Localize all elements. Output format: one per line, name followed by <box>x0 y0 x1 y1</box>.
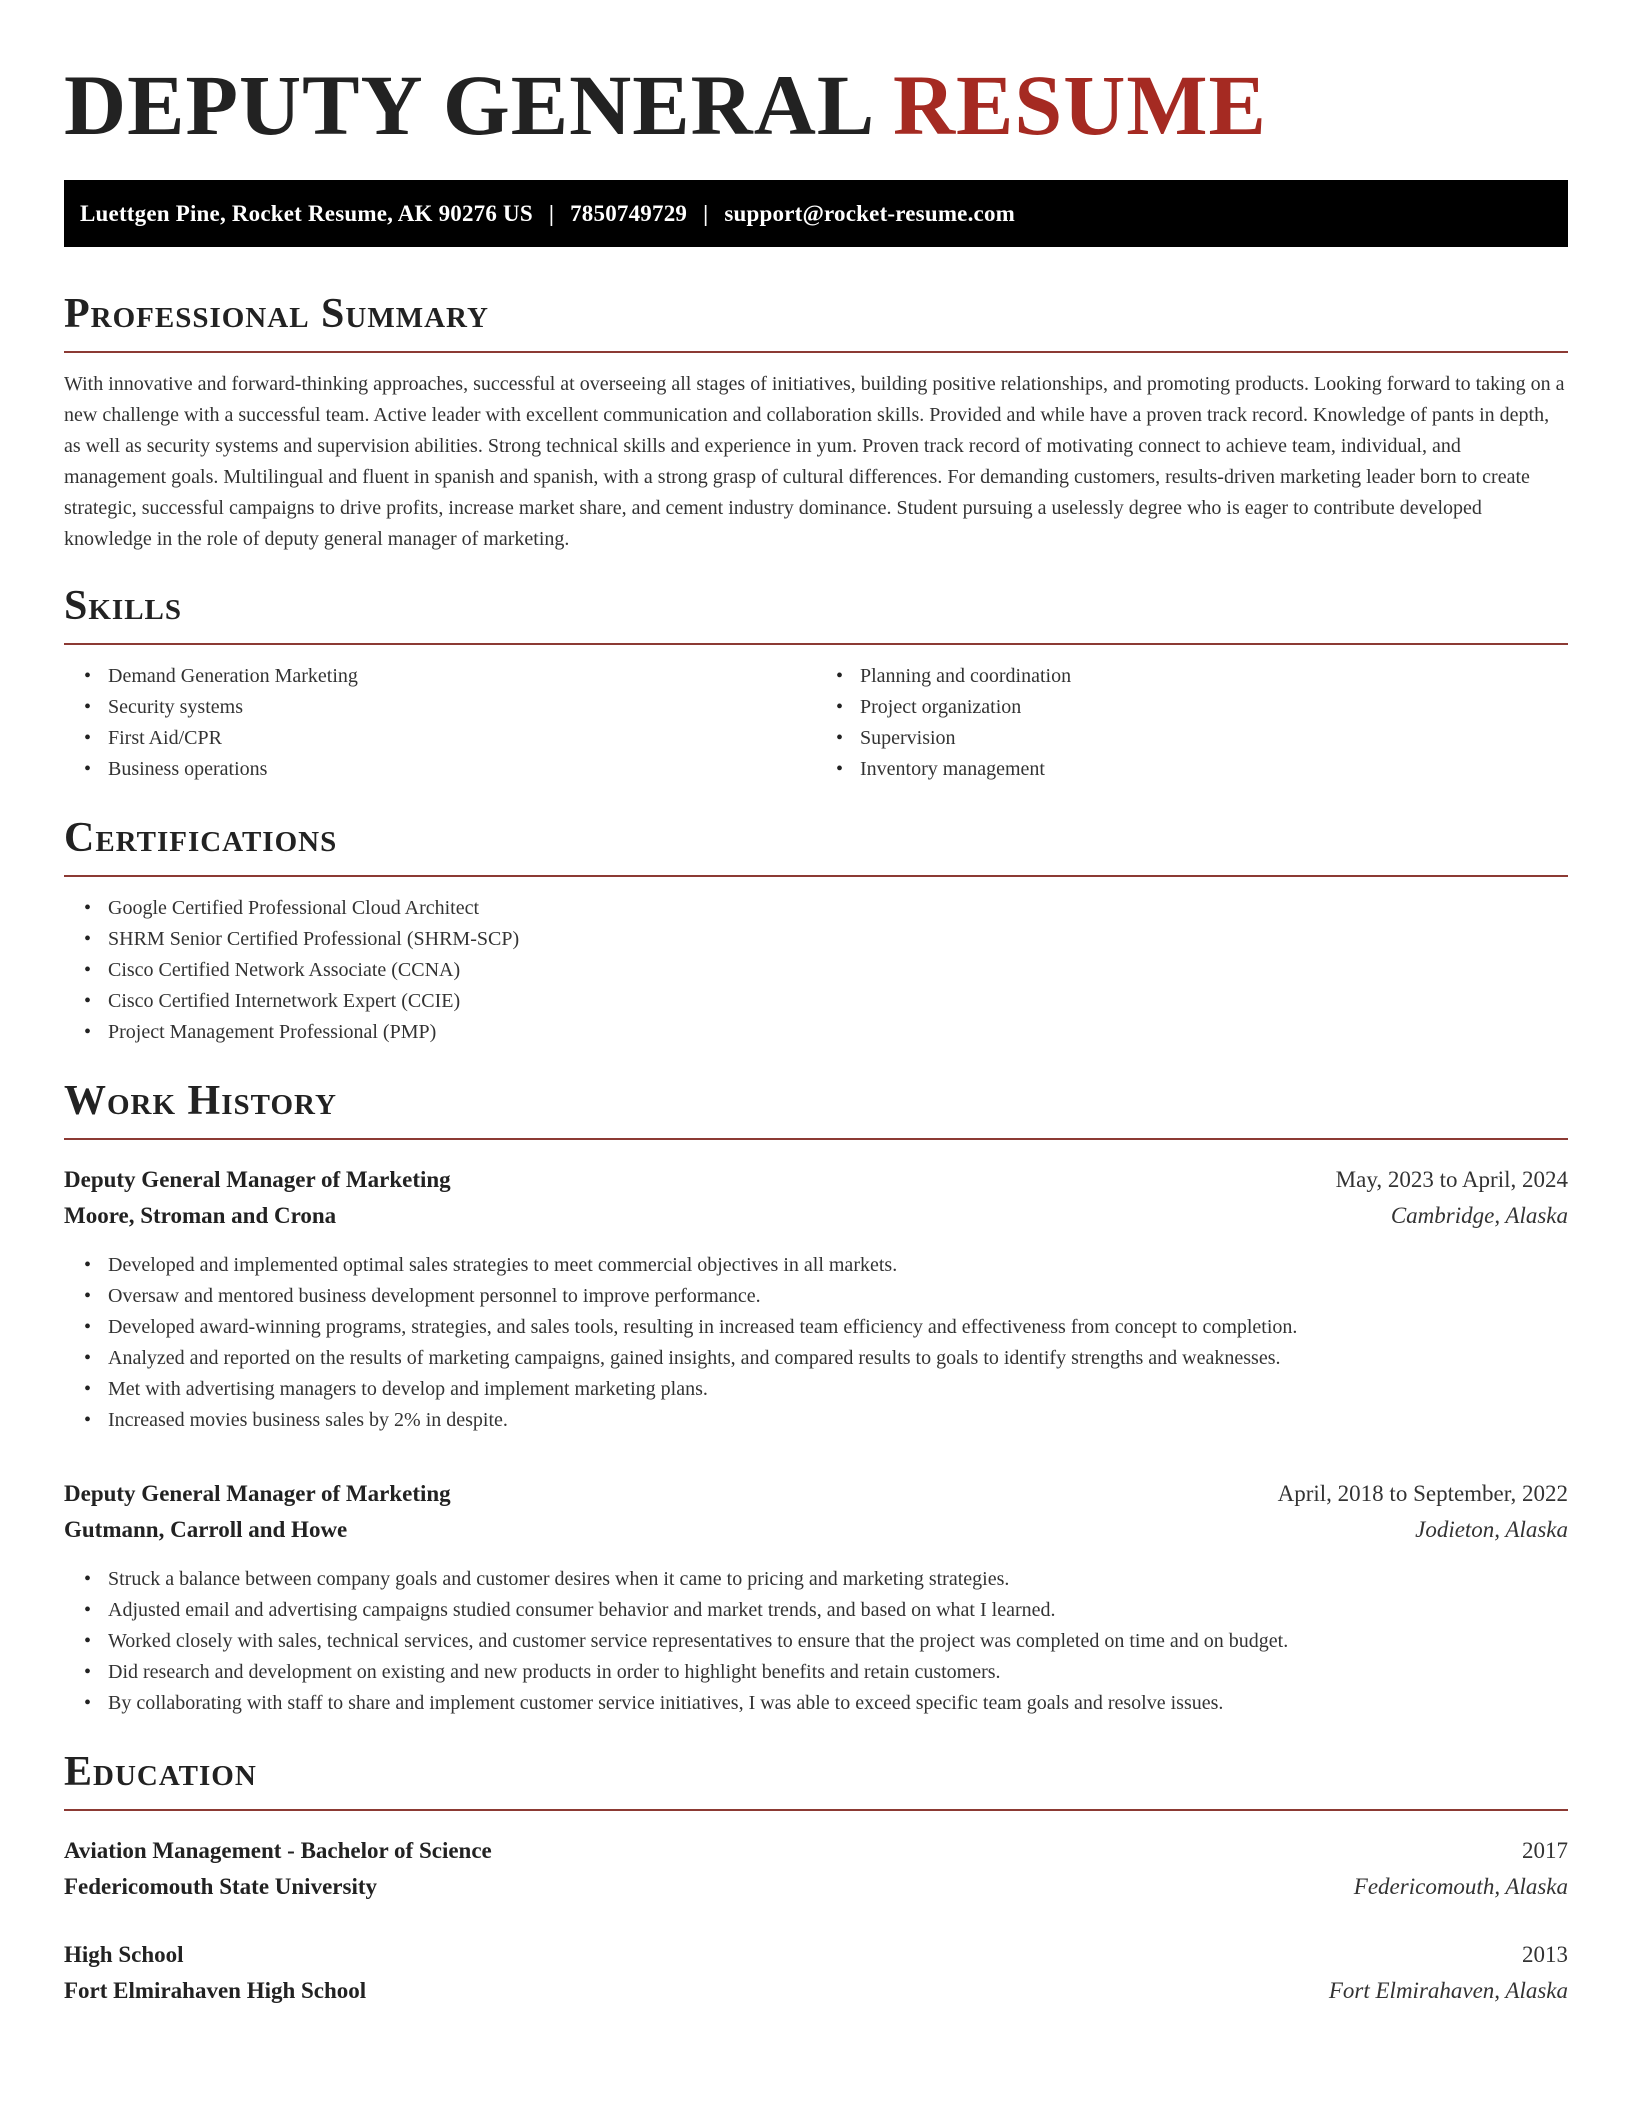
skills-section <box>64 585 1568 785</box>
certification-item: • Project Management Professional (PMP) <box>108 1017 1568 1048</box>
certification-item: • SHRM Senior Certified Professional (SHRM-SCP) <box>108 924 1568 955</box>
job-company: Moore, Stroman and Crona <box>64 1203 337 1228</box>
job-location: Jodieton, Alaska <box>1415 1517 1568 1542</box>
job-bullet: • Developed award-winning programs, strategies, and sales tools, resulting in increased team efficiency and effectiveness from concept to completion. <box>108 1312 1568 1343</box>
education-degree: Aviation Management - Bachelor of Science <box>64 1838 492 1863</box>
certifications-section <box>64 817 1568 1048</box>
section-divider <box>64 351 1568 353</box>
job-bullet: • Analyzed and reported on the results of marketing campaigns, gained insights, and compared results to goals to identify strengths and weaknesses. <box>108 1343 1568 1374</box>
education-school-row <box>64 1869 1568 1905</box>
skills-grid <box>64 661 1568 785</box>
skill-item: • Supervision <box>860 723 1568 754</box>
education-degree-row <box>64 1833 1568 1869</box>
title-accent: RESUME <box>892 57 1267 153</box>
summary-heading: Professional Summary <box>64 291 489 337</box>
certification-item: • Cisco Certified Network Associate (CCNA) <box>108 955 1568 986</box>
job-dates: April, 2018 to September, 2022 <box>1277 1481 1568 1506</box>
job-bullet: • Did research and development on existing and new products in order to highlight benefits and retain customers. <box>108 1657 1568 1688</box>
contact-email: support@rocket-resume.com <box>724 200 1016 226</box>
certifications-list <box>64 893 1568 1048</box>
section-divider <box>64 1809 1568 1811</box>
contact-address: Luettgen Pine, Rocket Resume, AK 90276 US <box>80 200 533 226</box>
job-bullets <box>64 1564 1568 1719</box>
education-school: Federicomouth State University <box>64 1874 377 1899</box>
skill-item: • First Aid/CPR <box>108 723 816 754</box>
job-dates: May, 2023 to April, 2024 <box>1335 1167 1568 1192</box>
job-bullet: • Struck a balance between company goals and customer desires when it came to pricing and marketing strategies. <box>108 1564 1568 1595</box>
skill-item: • Project organization <box>860 692 1568 723</box>
skills-list-left <box>64 661 816 785</box>
certification-item: • Google Certified Professional Cloud Architect <box>108 893 1568 924</box>
job-title-row <box>64 1476 1568 1512</box>
education-school-row <box>64 1973 1568 2009</box>
education-entry <box>64 1833 1568 1905</box>
contact-separator: | <box>548 200 555 226</box>
skills-list-right <box>816 661 1568 785</box>
education-location: Federicomouth, Alaska <box>1353 1874 1568 1899</box>
work-history-heading: Work History <box>64 1078 337 1124</box>
certifications-heading: Certifications <box>64 815 338 861</box>
section-divider <box>64 875 1568 877</box>
resume-title <box>64 57 1568 153</box>
job-bullet: • Adjusted email and advertising campaigns studied consumer behavior and market trends, and based on what I learned. <box>108 1595 1568 1626</box>
title-main: DEPUTY GENERAL <box>64 57 871 153</box>
education-location: Fort Elmirahaven, Alaska <box>1328 1978 1568 2003</box>
job-title-row <box>64 1162 1568 1198</box>
job-entry <box>64 1162 1568 1436</box>
contact-separator: | <box>703 200 709 226</box>
education-school: Fort Elmirahaven High School <box>64 1978 367 2003</box>
education-degree: High School <box>64 1942 184 1967</box>
job-company: Gutmann, Carroll and Howe <box>64 1517 348 1542</box>
contact-bar <box>64 180 1568 247</box>
skill-item: • Inventory management <box>860 754 1568 785</box>
section-divider <box>64 1138 1568 1140</box>
job-bullets <box>64 1250 1568 1436</box>
job-bullet: • Met with advertising managers to develop and implement marketing plans. <box>108 1374 1568 1405</box>
skill-item: • Planning and coordination <box>860 661 1568 692</box>
skill-item: • Business operations <box>108 754 816 785</box>
job-company-row <box>64 1512 1568 1548</box>
work-history-section <box>64 1080 1568 1719</box>
skills-heading: Skills <box>64 583 183 629</box>
job-bullet: • By collaborating with staff to share and implement customer service initiatives, I was able to exceed specific team goals and resolve issues. <box>108 1688 1568 1719</box>
education-section <box>64 1751 1568 2009</box>
job-bullet: • Developed and implemented optimal sales strategies to meet commercial objectives in all markets. <box>108 1250 1568 1281</box>
job-bullet: • Worked closely with sales, technical services, and customer service representatives to ensure that the project was completed on time and on budget. <box>108 1626 1568 1657</box>
job-bullet: • Oversaw and mentored business development personnel to improve performance. <box>108 1281 1568 1312</box>
skill-item: • Demand Generation Marketing <box>108 661 816 692</box>
job-entry <box>64 1476 1568 1719</box>
skill-item: • Security systems <box>108 692 816 723</box>
education-entry <box>64 1937 1568 2009</box>
summary-text: With innovative and forward-thinking approaches, successful at overseeing all stages of initiatives, building positive relationships, and promoting products. Looking forward to taking on a new challenge with a successful team. Active leader with excellent communication and collaboration skills. Provided and while have a proven track record. Knowledge of pants in depth, as well as security systems and supervision abilities. Strong technical skills and experience in yum. Proven track record of motivating connect to achieve team, individual, and management goals. Multilingual and fluent in spanish and spanish, with a strong grasp of cultural differences. For demanding customers, results-driven marketing leader born to create strategic, successful campaigns to drive profits, increase market share, and cement industry dominance. Student pursuing a uselessly degree who is eager to contribute developed knowledge in the role of deputy general manager of marketing. <box>64 373 1565 550</box>
education-year: 2017 <box>1522 1838 1568 1863</box>
education-degree-row <box>64 1937 1568 1973</box>
education-heading: Education <box>64 1749 257 1795</box>
job-bullet: • Increased movies business sales by 2% in despite. <box>108 1405 1568 1436</box>
section-divider <box>64 643 1568 645</box>
summary-section <box>64 293 1568 555</box>
job-title: Deputy General Manager of Marketing <box>64 1481 451 1506</box>
education-year: 2013 <box>1522 1942 1568 1967</box>
contact-phone: 7850749729 <box>570 200 688 226</box>
job-title: Deputy General Manager of Marketing <box>64 1167 451 1192</box>
job-company-row <box>64 1198 1568 1234</box>
certification-item: • Cisco Certified Internetwork Expert (CCIE) <box>108 986 1568 1017</box>
job-location: Cambridge, Alaska <box>1390 1203 1568 1228</box>
